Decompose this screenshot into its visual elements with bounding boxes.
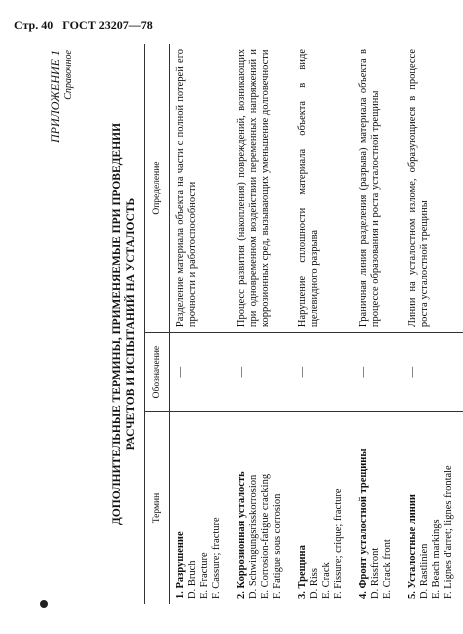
term-translation: E. Fracture	[199, 552, 210, 599]
term-translation: F. Fissure; crique; fracture	[333, 488, 344, 599]
table-row	[353, 44, 402, 604]
symbol-cell: —	[353, 333, 402, 412]
definition-text: Разделение материала объекта на части с полной потерей его прочности и работоспособности	[175, 49, 198, 328]
definition-cell	[231, 44, 292, 333]
term-translation: F. Fatigue sous corrosion	[272, 493, 283, 599]
appendix-title: ПРИЛОЖЕНИЕ 1	[48, 50, 62, 143]
table-title-line-1: ДОПОЛНИТЕЛЬНЫЕ ТЕРМИНЫ, ПРИМЕНЯЕМЫЕ ПРИ ПРОВЕДЕНИИ	[111, 122, 123, 526]
column-header-definition: Определение	[145, 44, 170, 333]
term-translation: D. Rastlinien	[419, 543, 430, 599]
definition-cell	[292, 44, 353, 333]
table-row	[170, 44, 232, 604]
term-translation: E. Corrosion-fatigue cracking	[260, 473, 271, 599]
appendix-subtitle: Справочное	[63, 50, 74, 100]
page-number: Стр. 40	[14, 18, 54, 32]
symbol-cell: —	[402, 333, 463, 412]
definition-text: Линии на усталостном изломе, образующиеся в процессе роста усталостной трещины	[407, 49, 430, 328]
term-translation: F. Lignes d'arret; lignes frontale	[443, 465, 454, 599]
definition-text: Граничная линия разделения (разрыва) материала объекта в процессе образования и роста усталостной трещины	[358, 49, 381, 328]
standard-number: ГОСТ 23207—78	[62, 18, 153, 32]
terms-table	[144, 44, 463, 604]
column-header-symbol: Обозначение	[145, 333, 170, 412]
term-translation: D. Riss	[309, 568, 320, 599]
definition-text: Процесс развития (накопления) повреждений, возникающих при одновременном воздействии переменных напряжений и коррозионных сред, вызывающих уменьшение долговечности	[236, 49, 271, 328]
term-translation: D. Schwingungsrisskorrosion	[248, 474, 259, 599]
symbol-cell: —	[231, 333, 292, 412]
definition-cell	[402, 44, 463, 333]
bullet-mark	[40, 600, 48, 608]
term-translation: E. Crack front	[382, 539, 393, 599]
definition-text: Нарушение сплошности материала объекта в виде щелевидного разрыва	[297, 49, 320, 328]
page-header	[14, 18, 314, 38]
symbol-cell: —	[292, 333, 353, 412]
appendix-label	[48, 50, 76, 143]
term-name: 5. Усталостные линии	[407, 494, 418, 599]
term-translation: E. Beach markings	[431, 519, 442, 599]
table-body	[170, 44, 463, 604]
term-name: 2. Коррозионная усталость	[236, 471, 247, 599]
term-translation: D. Bruch	[187, 560, 198, 599]
definition-cell	[353, 44, 402, 333]
term-cell	[292, 412, 353, 604]
symbol-cell: —	[170, 333, 232, 412]
term-cell	[353, 412, 402, 604]
term-translation: E. Crack	[321, 562, 332, 599]
table-header-row	[145, 44, 170, 604]
table-row	[402, 44, 463, 604]
table-title-line-2: РАСЧЕТОВ И ИСПЫТАНИЙ НА УСТАЛОСТЬ	[125, 197, 137, 451]
table-row	[292, 44, 353, 604]
term-cell	[402, 412, 463, 604]
term-cell	[170, 412, 232, 604]
term-name: 4. Фронт усталостной трещины	[358, 448, 369, 599]
table-row	[231, 44, 292, 604]
rotated-page	[48, 44, 454, 604]
term-name: 3. Трещина	[297, 545, 308, 599]
definition-cell	[170, 44, 232, 333]
term-name: 1. Разрушение	[175, 531, 186, 599]
column-header-term: Термин	[145, 412, 170, 604]
table-title	[110, 44, 138, 604]
term-cell	[231, 412, 292, 604]
term-translation: F. Cassure; fracture	[211, 517, 222, 599]
term-translation: D. Rissfront	[370, 547, 381, 599]
